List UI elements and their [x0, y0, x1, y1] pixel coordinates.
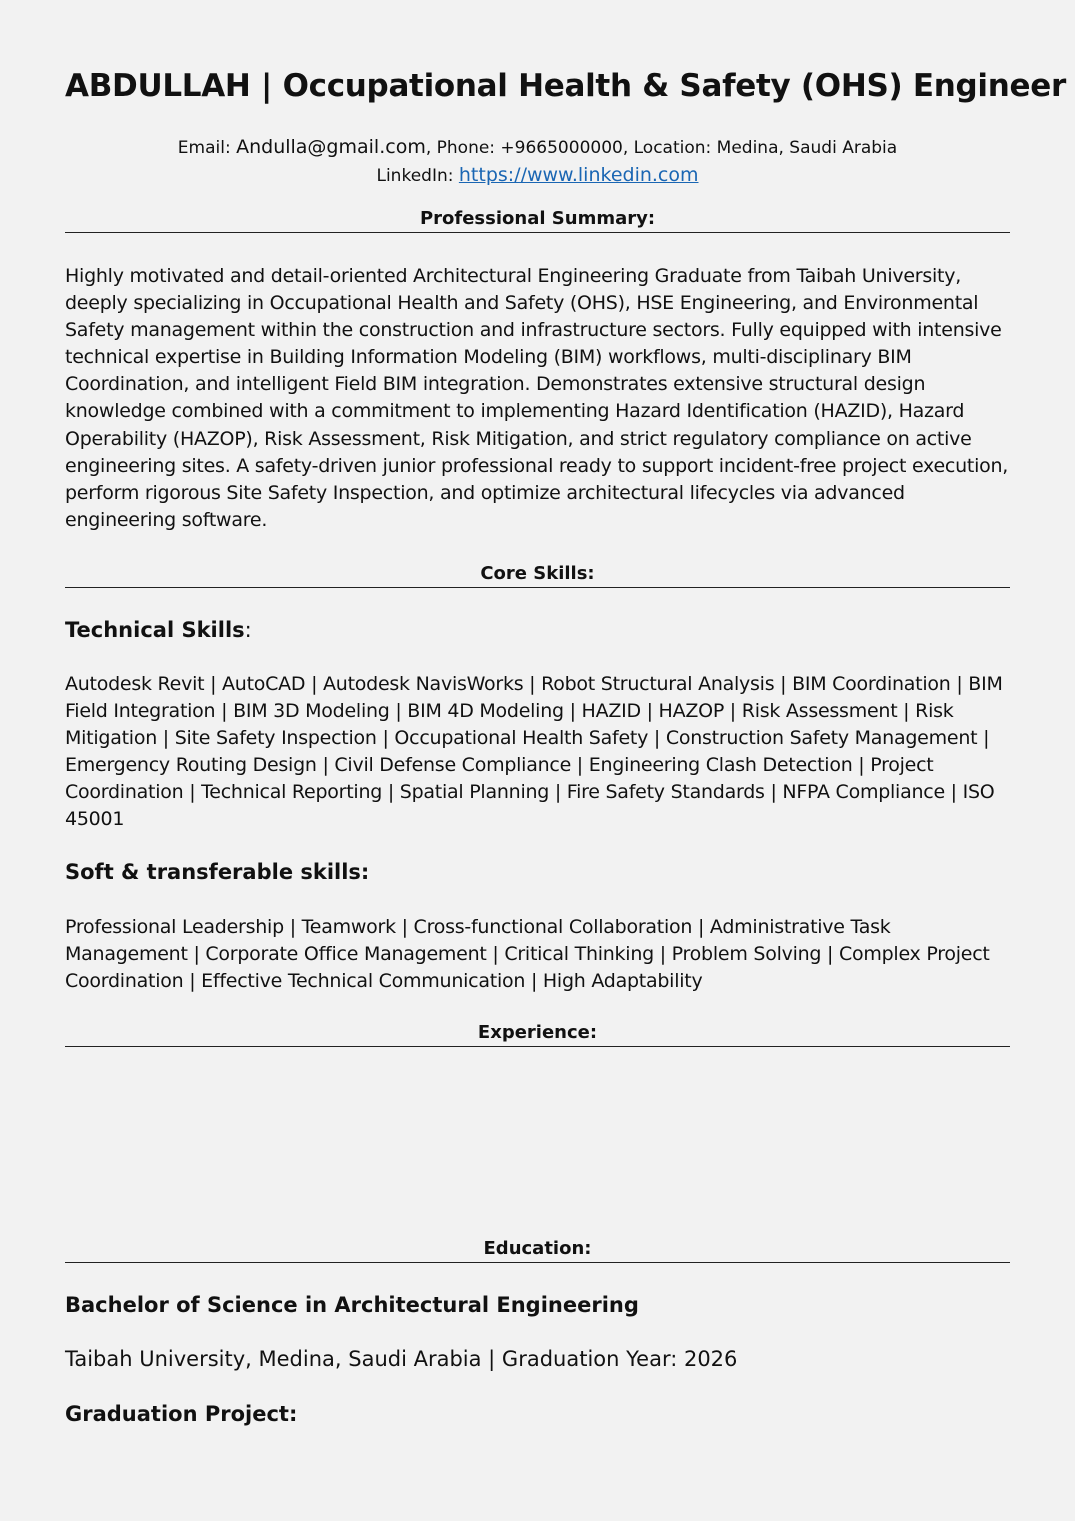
resume-title: ABDULLAH | Occupational Health & Safety (OHS) Engineer	[65, 68, 1066, 104]
linkedin-label: LinkedIn:	[376, 166, 459, 186]
soft-skills-heading: Soft & transferable skills:	[65, 860, 370, 884]
technical-skills-text: Autodesk Revit | AutoCAD | Autodesk NavisWorks | Robot Structural Analysis | BIM Coordination | BIM Field Integration | BIM 3D Modeling | BIM 4D Modeling | HAZID | HAZOP | Risk Assessment | Risk Mitigation | Site Safety Inspection | Occupational Health Safety | Construction Safety Management | Emergency Routing Design | Civil Defense Compliance | Engineering Clash Detection | Project Coordination | Technical Reporting | Spatial Planning | Fire Safety Standards | NFPA Compliance | ISO 45001	[65, 673, 1003, 831]
experience-heading: Experience:	[65, 1022, 1010, 1047]
technical-skills-colon: :	[244, 618, 252, 642]
summary-text: Highly motivated and detail-oriented Architectural Engineering Graduate from Taibah University, deeply specializing in Occupational Health and Safety (OHS), HSE Engineering, and Environmental Safety management within the construction and infrastructure sectors. Fully equipped with intensive technical expertise in Building Information Modeling (BIM) workflows, multi-disciplinary BIM Coordination, and intelligent Field BIM integration. Demonstrates extensive structural design knowledge combined with a commitment to implementing Hazard Identification (HAZID), Hazard Operability (HAZOP), Risk Assessment, Risk Mitigation, and strict regulatory compliance on active engineering sites. A safety-driven junior professional ready to support incident-free project execution, perform rigorous Site Safety Inspection, and optimize architectural lifecycles via advanced engineering software.	[65, 265, 1009, 531]
graduation-project-heading: Graduation Project:	[65, 1402, 298, 1426]
technical-skills-heading	[65, 618, 252, 642]
phone-location: , Phone: +9665000000, Location: Medina, Saudi Arabia	[425, 138, 898, 158]
contact-info	[65, 134, 1010, 190]
degree-title: Bachelor of Science in Architectural Engineering	[65, 1293, 639, 1317]
core-skills-heading: Core Skills:	[65, 563, 1010, 588]
institution-line: Taibah University, Medina, Saudi Arabia | Graduation Year: 2026	[65, 1347, 738, 1371]
linkedin-link[interactable]: https://www.linkedin.com	[458, 164, 699, 186]
email-label: Email:	[177, 138, 237, 158]
contact-line	[65, 134, 1010, 162]
technical-skills-title: Technical Skills	[65, 618, 245, 642]
email-value: Andulla@gmail.com	[236, 136, 426, 158]
summary-heading: Professional Summary:	[65, 208, 1010, 233]
soft-skills-text: Professional Leadership | Teamwork | Cross-functional Collaboration | Administrative Task Management | Corporate Office Management | Critical Thinking | Problem Solving | Complex Project Coordination | Effective Technical Communication | High Adaptability	[65, 916, 990, 993]
linkedin-line	[65, 162, 1010, 190]
education-heading: Education:	[65, 1238, 1010, 1263]
